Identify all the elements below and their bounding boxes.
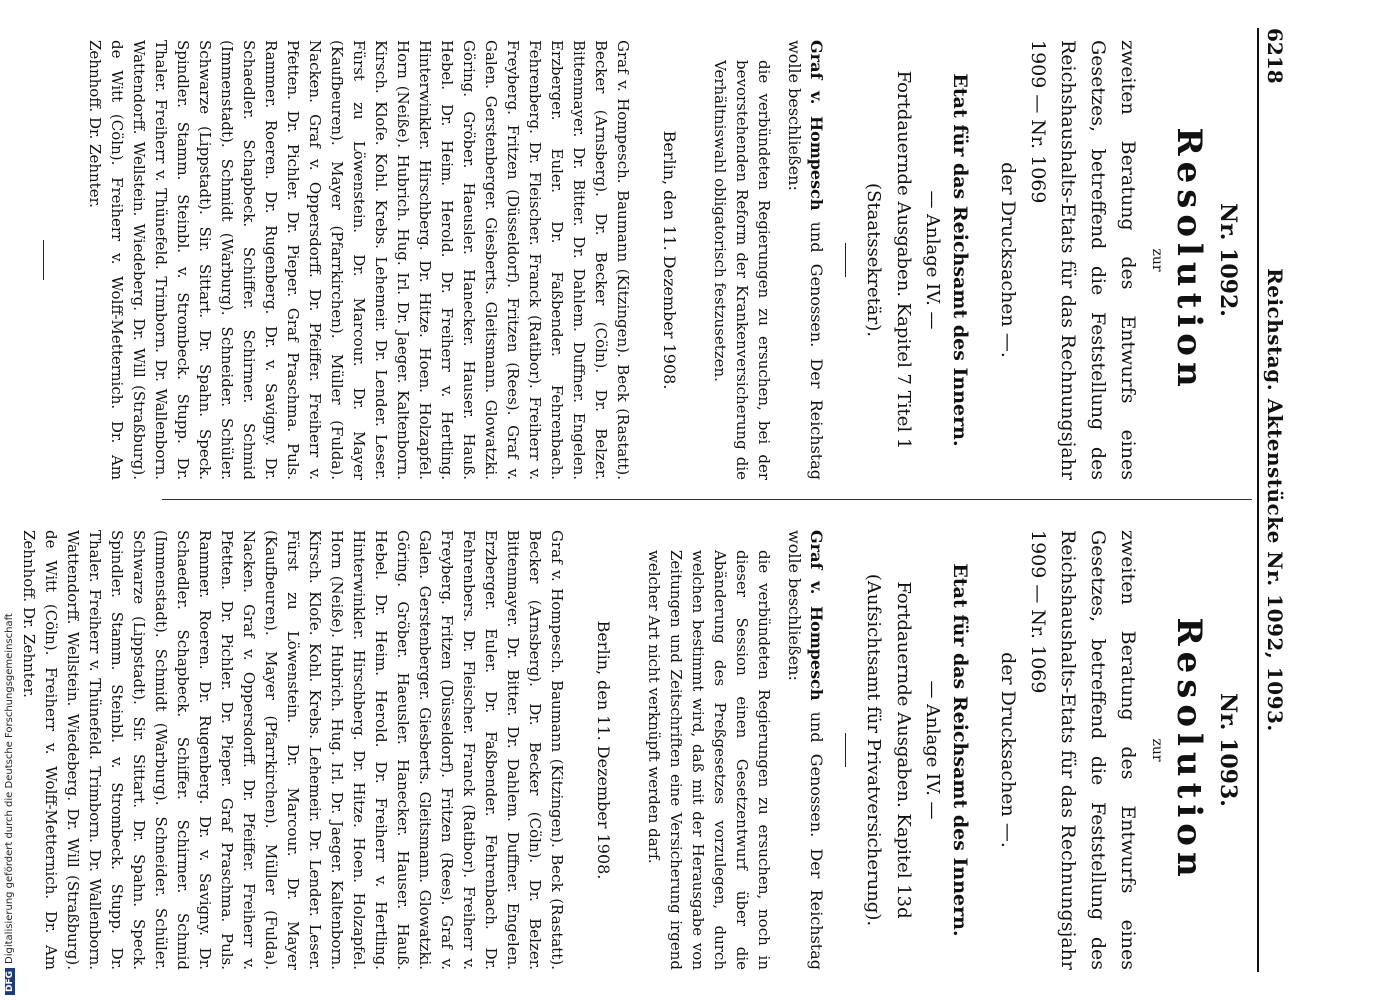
motion-intro [783,530,827,970]
resolution-zur: zur [1149,248,1165,272]
description-last-line: der Drucksachen —. [997,652,1019,848]
resolution-number: Nr. 1092. [1215,203,1241,317]
motion-rest: und Genossen. Der Reichstag wolle beschließen: [785,40,826,480]
motion-intro [783,40,827,480]
page-header [1257,28,1289,972]
resolution-description [993,40,1143,480]
resolution-1093-column [18,530,1247,970]
description-text: zweiten Beratung des Entwurfs eines Gesetzes, betreffend die Feststellung des Reichshaushalts-Etats für das Rechnungsjahr 1909 — Nr. 1069 [1027,40,1139,480]
resolution-title: Resolution [1169,617,1209,883]
dfg-logo: DFG [5,968,15,995]
end-rule [43,240,44,280]
digitization-footer [4,613,15,995]
footer-text: Digitalisierung gefördert durch die Deutsche Forschungsgemeinschaft [4,613,15,964]
motion-lead: Graf v. Hompesch [807,530,826,701]
section-rule [845,733,846,767]
motion-text: die verbündeten Regierungen zu ersuchen, bei der bevorstehenden Reform der Krankenversicherung die Verhältniswahl obligatorisch festzusetzen. [711,60,773,480]
running-head: Reichstag. Aktenstücke Nr. 1092, 1093. [1263,268,1287,732]
section-rule [845,243,846,277]
kapitel-sub-label: (Aufsichtsamt für Privatversicherung). [863,573,884,927]
signers-list: Graf v. Hompesch. Baumann (Kitzingen). Beck (Rastatt). Becker (Arnsberg). Dr. Becker (Cöln). Dr. Belzer. Bittenmayer. Dr. Bitter. Dr. Dahlem. Duffner. Engelen. Erzberger. Euler. Dr. Faßbender. Fehrenbach. Fehrenberg. Dr. Fleischer. Franck (Ratibor). Freiherr v. Freyberg. Fritzen (Düsseldorf). Fritzen (Rees). Graf v. Galen. Gerstenberger. Giesberts. Gleitsmann. Glowatzki. Göring. Gröber. Haeusler. Hanecker. Hauser. Hauß. Hebel. Dr. Heim. Herold. Dr. Freiherr v. Hertling. Hinterwinkler. Hirschberg. Dr. Hitze. Hoen. Holzapfel. Horn (Neiße). Hubrich. Hug. Irl. Dr. Jaeger. Kaltenborn. Kirsch. Kloſe. Kohl. Krebs. Lehemeir. Dr. Lender. Leser. Fürst zu Löwenstein. Dr. Marcour. Dr. Mayer (Kaufbeuren). Mayer (Pfarrkirchen). Müller (Fulda). Nacken. Graf v. Oppersdorff. Dr. Pfeiffer. Freiherr v. Pfetten. Dr. Pichler. Dr. Pieper. Graf Praschma. Puls. Rammer. Roeren. Dr. Rugenberg. Dr. v. Savigny. Dr. Schaedler. Schapbeck. Schiffer. Schirmer. Schmid (Immenstadt). Schmidt (Warburg). Schneider. Schüler. Schwarze (Lippstadt). Sir. Sittart. Dr. Spahn. Speck. Spindler. Stamm. Steinbl. v. Strombeck. Stupp. Dr. Thaler. Freiherr v. Thünefeld. Trimborn. Dr. Wallenborn. Wattendorff. Wellstein. Wiedeberg. Dr. Will (Straßburg). de Witt (Cöln). Freiherr v. Wolff-Metternich. Dr. Am Zehnhoff. Dr. Zehnter. [86,40,632,480]
resolution-description [993,530,1143,970]
date-line: Berlin, den 11. Dezember 1908. [660,130,679,390]
anlage-label: — Anlage IV. — [922,190,943,330]
etat-heading: Etat für das Reichsamt des Innern. [949,563,971,937]
kapitel-sub-label: (Staatssekretär). [863,183,884,337]
signers-list: Graf v. Hompesch. Baumann (Kitzingen). Beck (Rastatt). Becker (Arnsberg). Dr. Becker (Cöln). Dr. Belzer. Bittenmayer. Dr. Bitter. Dr. Dahlem. Duffner. Engelen. Erzberger. Euler. Dr. Faßbender. Fehrenbach. Dr. Fehrenbers. Dr. Fleischer. Franck (Ratibor). Freiherr v. Freyberg. Fritzen (Düsseldorf). Fritzen (Rees). Graf v. Galen. Gerstenberger. Giesberts. Gleitsmann. Glowatzki. Göring. Gröber. Haeusler. Hanecker. Hauser. Hauß. Hebel. Dr. Heim. Herold. Dr. Freiherr v. Hertling. Hinterwinkler. Hirschberg. Dr. Hitze. Hoen. Holzapfel. Horn (Neiße). Hubrich. Hug. Irl. Dr. Jaeger. Kaltenborn. Kirsch. Kloſe. Kohl. Krebs. Lehemeir. Dr. Lender. Leser. Fürst zu Löwenstein. Dr. Marcour. Dr. Mayer (Kaufbeuren). Mayer (Pfarrkirchen). Müller (Fulda). Nacken. Graf v. Oppersdorff. Dr. Pfeiffer. Freiherr v. Pfetten. Dr. Pichler. Dr. Pieper. Graf Praschma. Puls. Rammer. Roeren. Dr. Rugenberg. Dr. v. Savigny. Dr. Schaedler. Schapbeck. Schiffer. Schirmer. Schmid (Immenstadt). Schmidt (Warburg). Schneider. Schüler. Schwarze (Lippstadt). Sir. Sittart. Dr. Spahn. Speck. Spindler. Stamm. Steinbl. v. Strombeck. Stupp. Dr. Thaler. Freiherr v. Thünefeld. Trimborn. Dr. Wallenborn. Wattendorff. Wellstein. Wiedeberg. Dr. Will (Straßburg). de Witt (Cöln). Freiherr v. Wolff-Metternich. Dr. Am Zehnhoff. Dr. Zehnter. [20,530,566,970]
anlage-label: — Anlage IV. — [922,680,943,820]
page-number: 6218 [1263,28,1287,84]
kapitel-label: Fortdauernde Ausgaben. Kapitel 13d [893,581,914,919]
motion-lead: Graf v. Hompesch [807,40,826,211]
motion-text: die verbündeten Regierungen zu ersuchen, noch in dieser Session einen Gesetzentwurf über die Abänderung des Preßgesetzes vorzulegen, durch welchen bestimmt wird, daß mit der Herausgabe von Zeitungen und Zeitschriften eine Versicherung irgend welcher Art nicht verknüpft werden darf. [645,550,773,970]
resolution-title: Resolution [1169,127,1209,393]
resolution-number: Nr. 1093. [1215,693,1241,807]
etat-heading: Etat für das Reichsamt des Innern. [949,73,971,447]
description-text: zweiten Beratung des Entwurfs eines Gesetzes, betreffend die Feststellung des Reichshaushalts-Etats für das Rechnungsjahr 1909 — Nr. 1069 [1027,530,1139,970]
column-divider [162,499,1252,500]
resolution-zur: zur [1149,738,1165,762]
description-last-line: der Drucksachen —. [997,162,1019,358]
motion-rest: und Genossen. Der Reichstag wolle beschließen: [785,530,826,970]
resolution-1092-column [43,40,1247,480]
date-line: Berlin, den 11. Dezember 1908. [594,620,613,880]
kapitel-label: Fortdauernde Ausgaben. Kapitel 7 Titel 1 [893,70,914,450]
